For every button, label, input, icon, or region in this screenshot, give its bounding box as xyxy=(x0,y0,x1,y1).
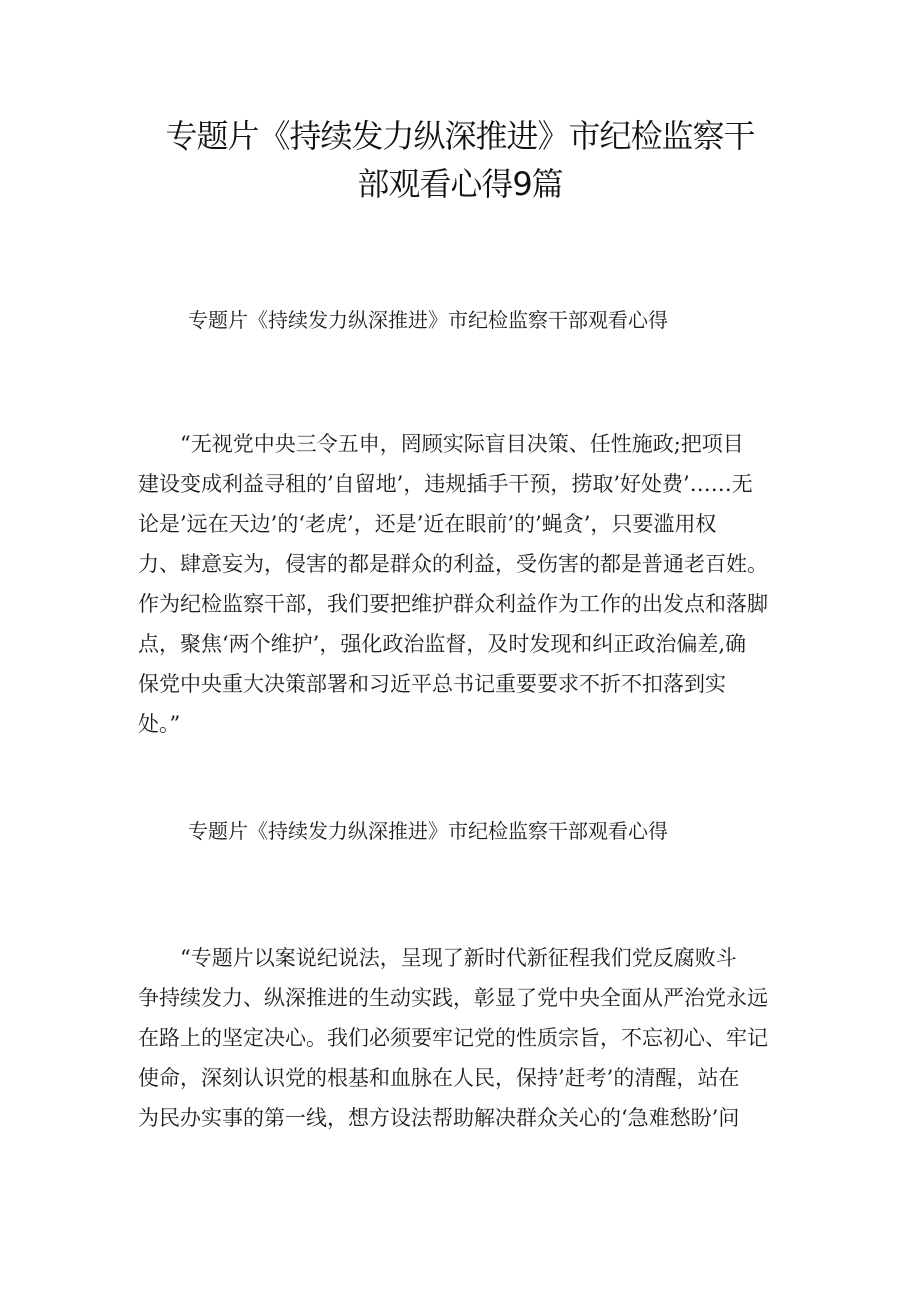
section-heading-1: 专题片《持续发力纵深推进》市纪检监察干部观看心得 xyxy=(188,308,668,332)
paragraph-line: “专题片以案说纪说法，呈现了新时代新征程我们党反腐败斗 xyxy=(138,946,737,970)
paragraph-line: 力、肆意妄为，侵害的都是群众的利益，受伤害的都是普通老百姓。 xyxy=(138,552,768,576)
section-1-paragraph xyxy=(138,424,784,744)
paragraph-line: 处。” xyxy=(138,712,181,736)
paragraph-line: 保党中央重大决策部署和习近平总书记重要要求不折不扣落到实 xyxy=(138,672,726,696)
paragraph-line: 使命，深刻认识党的根基和血脉在人民，保持’赶考’的清醒，站在 xyxy=(138,1066,740,1090)
paragraph-line: 作为纪检监察干部，我们要把维护群众利益作为工作的出发点和落脚 xyxy=(138,592,768,616)
document-title-line-1: 专题片《持续发力纵深推进》市纪检监察干 xyxy=(165,117,755,155)
paragraph-line: 论是’远在天边’的‘老虎’，还是’近在眼前’的’蝇贪’，只要滥用权 xyxy=(138,512,717,536)
paragraph-line: 点，聚焦‘两个维护’，强化政治监督，及时发现和纠正政治偏差,确 xyxy=(138,632,747,656)
paragraph-line: “无视党中央三令五申，罔顾实际盲目决策、任性施政;把项目 xyxy=(138,432,744,456)
paragraph-line: 建设变成利益寻租的’自留地’，违规插手干预，捞取’好处费’……无 xyxy=(138,472,753,496)
paragraph-line: 在路上的坚定决心。我们必须要牢记党的性质宗旨，不忘初心、牢记 xyxy=(138,1026,768,1050)
section-2-paragraph xyxy=(138,938,784,1138)
document-title-line-2: 部观看心得9篇 xyxy=(357,165,563,203)
paragraph-line: 为民办实事的第一线，想方设法帮助解决群众关心的‘急难愁盼’问 xyxy=(138,1106,740,1130)
paragraph-line: 争持续发力、纵深推进的生动实践，彰显了党中央全面从严治党永远 xyxy=(138,986,768,1010)
document-title xyxy=(120,112,800,208)
section-heading-2: 专题片《持续发力纵深推进》市纪检监察干部观看心得 xyxy=(188,819,668,843)
